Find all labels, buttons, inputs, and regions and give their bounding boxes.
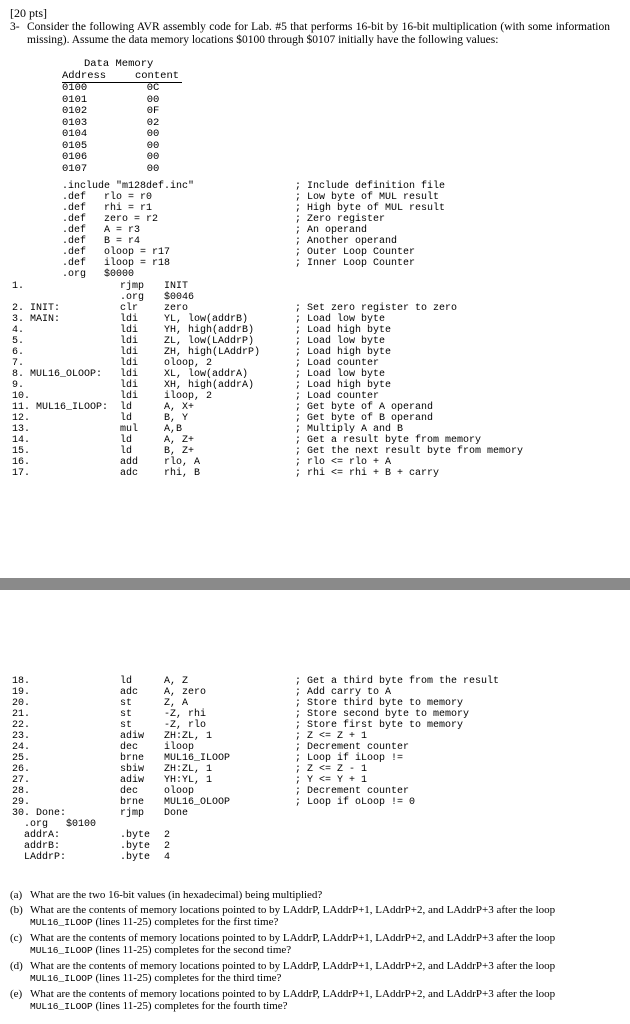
code-line	[12, 369, 622, 380]
code-line	[62, 247, 622, 258]
code-comment: ; Low byte of MUL result	[295, 192, 440, 203]
code-instruction: rjmp	[120, 808, 145, 819]
code-text: .def A = r3	[62, 225, 141, 236]
code-comment: ; Z <= Z + 1	[295, 731, 368, 742]
table-row	[62, 129, 182, 141]
question-loop-name: MUL16_ILOOP	[30, 973, 93, 984]
code-operand: INIT	[164, 281, 189, 292]
code-label: addrA:	[12, 830, 61, 841]
code-instruction: ld	[120, 676, 133, 687]
code-operand: iloop, 2	[164, 391, 213, 402]
table-row	[62, 106, 182, 118]
question-text: What are the contents of memory locations pointed to by LAddrP, LAddrP+1, LAddrP+2, and LAddrP+3 after the loop	[30, 931, 556, 944]
code-instruction: adiw	[120, 731, 145, 742]
code-label: 7.	[12, 358, 25, 369]
code-operand: B, Z+	[164, 446, 195, 457]
question-d	[10, 960, 610, 986]
code-comment: ; An operand	[295, 225, 368, 236]
code-line	[12, 413, 622, 424]
code-line	[12, 786, 622, 797]
cell-content: 02	[146, 116, 160, 129]
code-line	[62, 181, 622, 192]
code-line	[12, 753, 622, 764]
code-text: .include "m128def.inc"	[62, 181, 195, 192]
cell-address: 0101	[62, 93, 88, 106]
code-operand: $0046	[164, 292, 195, 303]
code-comment: ; rlo <= rlo + A	[295, 457, 392, 468]
code-instruction: ldi	[120, 325, 139, 336]
memory-title: Data Memory	[84, 58, 154, 70]
code-line	[12, 830, 622, 841]
code-comment: ; Loop if iLoop !=	[295, 753, 404, 764]
code-comment: ; Load high byte	[295, 325, 392, 336]
code-comment: ; Set zero register to zero	[295, 303, 458, 314]
code-listing-part-2	[12, 676, 622, 863]
code-text: .def B = r4	[62, 236, 141, 247]
question-loop-name: MUL16_ILOOP	[30, 945, 93, 956]
code-line	[12, 720, 622, 731]
data-memory-table	[62, 59, 182, 175]
code-label: 20.	[12, 698, 31, 709]
question-letter: (e)	[10, 987, 23, 1000]
code-instruction: .byte	[120, 852, 151, 863]
question-c	[10, 932, 610, 958]
question-a	[10, 889, 610, 902]
code-instruction: ldi	[120, 369, 139, 380]
code-label: 13.	[12, 424, 31, 435]
code-label: 27.	[12, 775, 31, 786]
code-operand: -Z, rhi	[164, 709, 207, 720]
cell-content: 00	[146, 93, 160, 106]
cell-address: 0105	[62, 139, 88, 152]
questions-list	[10, 889, 610, 1016]
code-label: 5.	[12, 336, 25, 347]
code-label: 8. MUL16_OLOOP:	[12, 369, 103, 380]
cell-content: 00	[146, 162, 160, 175]
cell-address: 0107	[62, 162, 88, 175]
code-operand: B, Y	[164, 413, 189, 424]
code-line	[12, 380, 622, 391]
code-line	[12, 742, 622, 753]
code-operand: A, zero	[164, 687, 207, 698]
code-label: 24.	[12, 742, 31, 753]
code-line	[12, 435, 622, 446]
code-line	[12, 819, 622, 830]
code-label: 17.	[12, 468, 31, 479]
code-operand: 2	[164, 841, 171, 852]
code-label: 23.	[12, 731, 31, 742]
question-tail: (lines 11-25) completes for the third time?	[95, 972, 282, 984]
code-operand: 2	[164, 830, 171, 841]
code-label: 14.	[12, 435, 31, 446]
code-operand: oloop, 2	[164, 358, 213, 369]
cell-address: 0100	[62, 82, 88, 94]
code-operand: YH, high(addrB)	[164, 325, 255, 336]
code-instruction: ldi	[120, 380, 139, 391]
code-comment: ; Store first byte to memory	[295, 720, 464, 731]
question-text: Consider the following AVR assembly code for Lab. #5 that performs 16-bit by 16-bit multiplication (with some information missing). Assume the data memory locations $0100 through $0107 initially have the following values:	[27, 21, 610, 46]
code-line	[12, 303, 622, 314]
code-instruction: dec	[120, 742, 139, 753]
code-label: 6.	[12, 347, 25, 358]
code-line	[12, 808, 622, 819]
code-line	[12, 402, 622, 413]
code-line	[62, 236, 622, 247]
code-label: 15.	[12, 446, 31, 457]
code-line	[12, 446, 622, 457]
question-tail: (lines 11-25) completes for the second time?	[95, 944, 292, 956]
cell-address: 0106	[62, 151, 88, 163]
code-instruction: st	[120, 698, 133, 709]
code-operand: ZL, low(LAddrP)	[164, 336, 255, 347]
code-instruction: .org	[120, 292, 145, 303]
question-text: What are the contents of memory locations pointed to by LAddrP, LAddrP+1, LAddrP+2, and LAddrP+3 after the loop	[30, 959, 556, 972]
table-row	[62, 83, 182, 95]
code-instruction: ldi	[120, 347, 139, 358]
code-instruction: st	[120, 720, 133, 731]
code-line	[62, 192, 622, 203]
code-label: 30. Done:	[12, 808, 67, 819]
code-comment: ; Load low byte	[295, 314, 386, 325]
code-operand: 4	[164, 852, 171, 863]
question-letter: (c)	[10, 931, 23, 944]
code-comment: ; Include definition file	[295, 181, 446, 192]
code-label: 16.	[12, 457, 31, 468]
code-instruction: ld	[120, 413, 133, 424]
code-line	[62, 225, 622, 236]
code-line	[12, 709, 622, 720]
code-line	[12, 325, 622, 336]
code-operand: oloop	[164, 786, 195, 797]
page-separator	[0, 578, 630, 590]
code-comment: ; Zero register	[295, 214, 386, 225]
code-label: 28.	[12, 786, 31, 797]
code-text: .def iloop = r18	[62, 258, 171, 269]
table-row	[62, 152, 182, 164]
cell-content: 0F	[146, 105, 160, 117]
code-text: .def zero = r2	[62, 214, 159, 225]
code-line	[12, 852, 622, 863]
code-instruction: brne	[120, 797, 145, 808]
code-operand: A,B	[164, 424, 183, 435]
question-tail: (lines 11-25) completes for the first time?	[95, 916, 279, 928]
code-instruction: .byte	[120, 830, 151, 841]
code-comment: ; Get byte of A operand	[295, 402, 434, 413]
code-text: .org $0000	[62, 269, 135, 280]
code-comment: ; Decrement counter	[295, 742, 410, 753]
code-operand: ZH:ZL, 1	[164, 731, 213, 742]
code-operand: ZH:ZL, 1	[164, 764, 213, 775]
points-label: [20 pts]	[10, 6, 47, 20]
code-label: 10.	[12, 391, 31, 402]
code-operand: MUL16_OLOOP	[164, 797, 231, 808]
code-operand: A, X+	[164, 402, 195, 413]
code-label: 11. MUL16_ILOOP:	[12, 402, 109, 413]
code-instruction: ldi	[120, 391, 139, 402]
code-line	[12, 841, 622, 852]
code-instruction: adc	[120, 687, 139, 698]
code-comment: ; Inner Loop Counter	[295, 258, 416, 269]
cell-content: 00	[146, 139, 160, 152]
cell-address: 0103	[62, 116, 88, 129]
code-operand: YH:YL, 1	[164, 775, 213, 786]
code-label: 26.	[12, 764, 31, 775]
cell-content: 0C	[146, 82, 160, 94]
code-line	[12, 336, 622, 347]
code-line	[12, 797, 622, 808]
code-instruction: sbiw	[120, 764, 145, 775]
code-operand: Done	[164, 808, 189, 819]
code-comment: ; Get byte of B operand	[295, 413, 434, 424]
code-comment: ; Multiply A and B	[295, 424, 404, 435]
code-comment: ; Get the next result byte from memory	[295, 446, 524, 457]
code-comment: ; rhi <= rhi + B + carry	[295, 468, 440, 479]
table-row	[62, 164, 182, 176]
code-operand: ZH, high(LAddrP)	[164, 347, 261, 358]
code-instruction: st	[120, 709, 133, 720]
code-instruction: ld	[120, 435, 133, 446]
code-line	[12, 687, 622, 698]
code-line	[12, 314, 622, 325]
code-operand: XL, low(addrA)	[164, 369, 249, 380]
code-operand: A, Z+	[164, 435, 195, 446]
question-e	[10, 988, 610, 1014]
code-line	[12, 358, 622, 369]
code-instruction: ld	[120, 446, 133, 457]
code-line	[12, 731, 622, 742]
code-comment: ; Load high byte	[295, 380, 392, 391]
code-line	[62, 258, 622, 269]
question-loop-name: MUL16_ILOOP	[30, 1001, 93, 1012]
code-line	[62, 214, 622, 225]
code-instruction: .byte	[120, 841, 151, 852]
code-comment: ; Add carry to A	[295, 687, 392, 698]
code-line	[12, 457, 622, 468]
code-label: 29.	[12, 797, 31, 808]
code-comment: ; Get a result byte from memory	[295, 435, 482, 446]
question-text: What are the two 16-bit values (in hexadecimal) being multiplied?	[30, 889, 323, 901]
code-comment: ; High byte of MUL result	[295, 203, 446, 214]
code-operand: A, Z	[164, 676, 189, 687]
question-number: 3-	[10, 21, 20, 33]
code-label: 25.	[12, 753, 31, 764]
code-comment: ; Load counter	[295, 391, 380, 402]
code-line	[62, 269, 622, 280]
question-letter: (d)	[10, 959, 23, 972]
code-label: 12.	[12, 413, 31, 424]
question-b	[10, 904, 610, 930]
code-line	[12, 391, 622, 402]
code-label: .org $0100	[12, 819, 97, 830]
code-comment: ; Outer Loop Counter	[295, 247, 416, 258]
code-instruction: add	[120, 457, 139, 468]
code-instruction: brne	[120, 753, 145, 764]
code-instruction: dec	[120, 786, 139, 797]
code-operand: rlo, A	[164, 457, 201, 468]
question-text: What are the contents of memory locations pointed to by LAddrP, LAddrP+1, LAddrP+2, and LAddrP+3 after the loop	[30, 987, 556, 1000]
code-operand: YL, low(addrB)	[164, 314, 249, 325]
code-label: 4.	[12, 325, 25, 336]
code-label: 2. INIT:	[12, 303, 61, 314]
code-instruction: mul	[120, 424, 139, 435]
code-comment: ; Another operand	[295, 236, 398, 247]
col-address: Address	[62, 71, 124, 83]
code-instruction: ld	[120, 402, 133, 413]
code-comment: ; Decrement counter	[295, 786, 410, 797]
code-comment: ; Get a third byte from the result	[295, 676, 500, 687]
cell-address: 0102	[62, 105, 88, 117]
code-label: LAddrP:	[12, 852, 67, 863]
code-comment: ; Store second byte to memory	[295, 709, 470, 720]
code-operand: -Z, rlo	[164, 720, 207, 731]
code-line	[12, 347, 622, 358]
code-instruction: ldi	[120, 358, 139, 369]
code-line	[12, 775, 622, 786]
code-instruction: rjmp	[120, 281, 145, 292]
code-label: 18.	[12, 676, 31, 687]
code-operand: XH, high(addrA)	[164, 380, 255, 391]
code-text: .def rhi = r1	[62, 203, 153, 214]
code-instruction: adc	[120, 468, 139, 479]
code-operand: rhi, B	[164, 468, 201, 479]
code-label: 1.	[12, 281, 25, 292]
code-line	[12, 764, 622, 775]
code-operand: Z, A	[164, 698, 189, 709]
question-loop-name: MUL16_ILOOP	[30, 917, 93, 928]
code-comment: ; Load low byte	[295, 336, 386, 347]
question-tail: (lines 11-25) completes for the fourth time?	[95, 1000, 288, 1012]
code-comment: ; Load counter	[295, 358, 380, 369]
code-label: addrB:	[12, 841, 61, 852]
code-label: 9.	[12, 380, 25, 391]
code-line	[12, 424, 622, 435]
code-text: .def rlo = r0	[62, 192, 153, 203]
cell-address: 0104	[62, 128, 88, 140]
code-listing-part-1	[12, 281, 622, 479]
code-line	[12, 698, 622, 709]
code-instruction: clr	[120, 303, 139, 314]
code-label: 22.	[12, 720, 31, 731]
code-instruction: adiw	[120, 775, 145, 786]
page-2	[0, 590, 630, 1024]
question-letter: (a)	[10, 889, 23, 901]
question-text: What are the contents of memory locations pointed to by LAddrP, LAddrP+1, LAddrP+2, and LAddrP+3 after the loop	[30, 903, 556, 916]
col-content: content	[124, 71, 182, 83]
code-operand: MUL16_ILOOP	[164, 753, 231, 764]
code-instruction: ldi	[120, 314, 139, 325]
code-text: .def oloop = r17	[62, 247, 171, 258]
cell-content: 00	[146, 128, 160, 140]
code-instruction: ldi	[120, 336, 139, 347]
code-comment: ; Load low byte	[295, 369, 386, 380]
code-label: 3. MAIN:	[12, 314, 61, 325]
cell-content: 00	[146, 151, 160, 163]
code-comment: ; Loop if oLoop != 0	[295, 797, 416, 808]
code-label: 21.	[12, 709, 31, 720]
code-line	[62, 203, 622, 214]
code-line	[12, 281, 622, 292]
code-comment: ; Z <= Z - 1	[295, 764, 368, 775]
code-line	[12, 468, 622, 479]
code-operand: iloop	[164, 742, 195, 753]
code-label: 19.	[12, 687, 31, 698]
code-comment: ; Load high byte	[295, 347, 392, 358]
question-letter: (b)	[10, 903, 23, 916]
definitions-block	[62, 181, 622, 280]
code-line	[12, 676, 622, 687]
code-comment: ; Y <= Y + 1	[295, 775, 368, 786]
code-operand: zero	[164, 303, 189, 314]
code-comment: ; Store third byte to memory	[295, 698, 464, 709]
code-line	[12, 292, 622, 303]
